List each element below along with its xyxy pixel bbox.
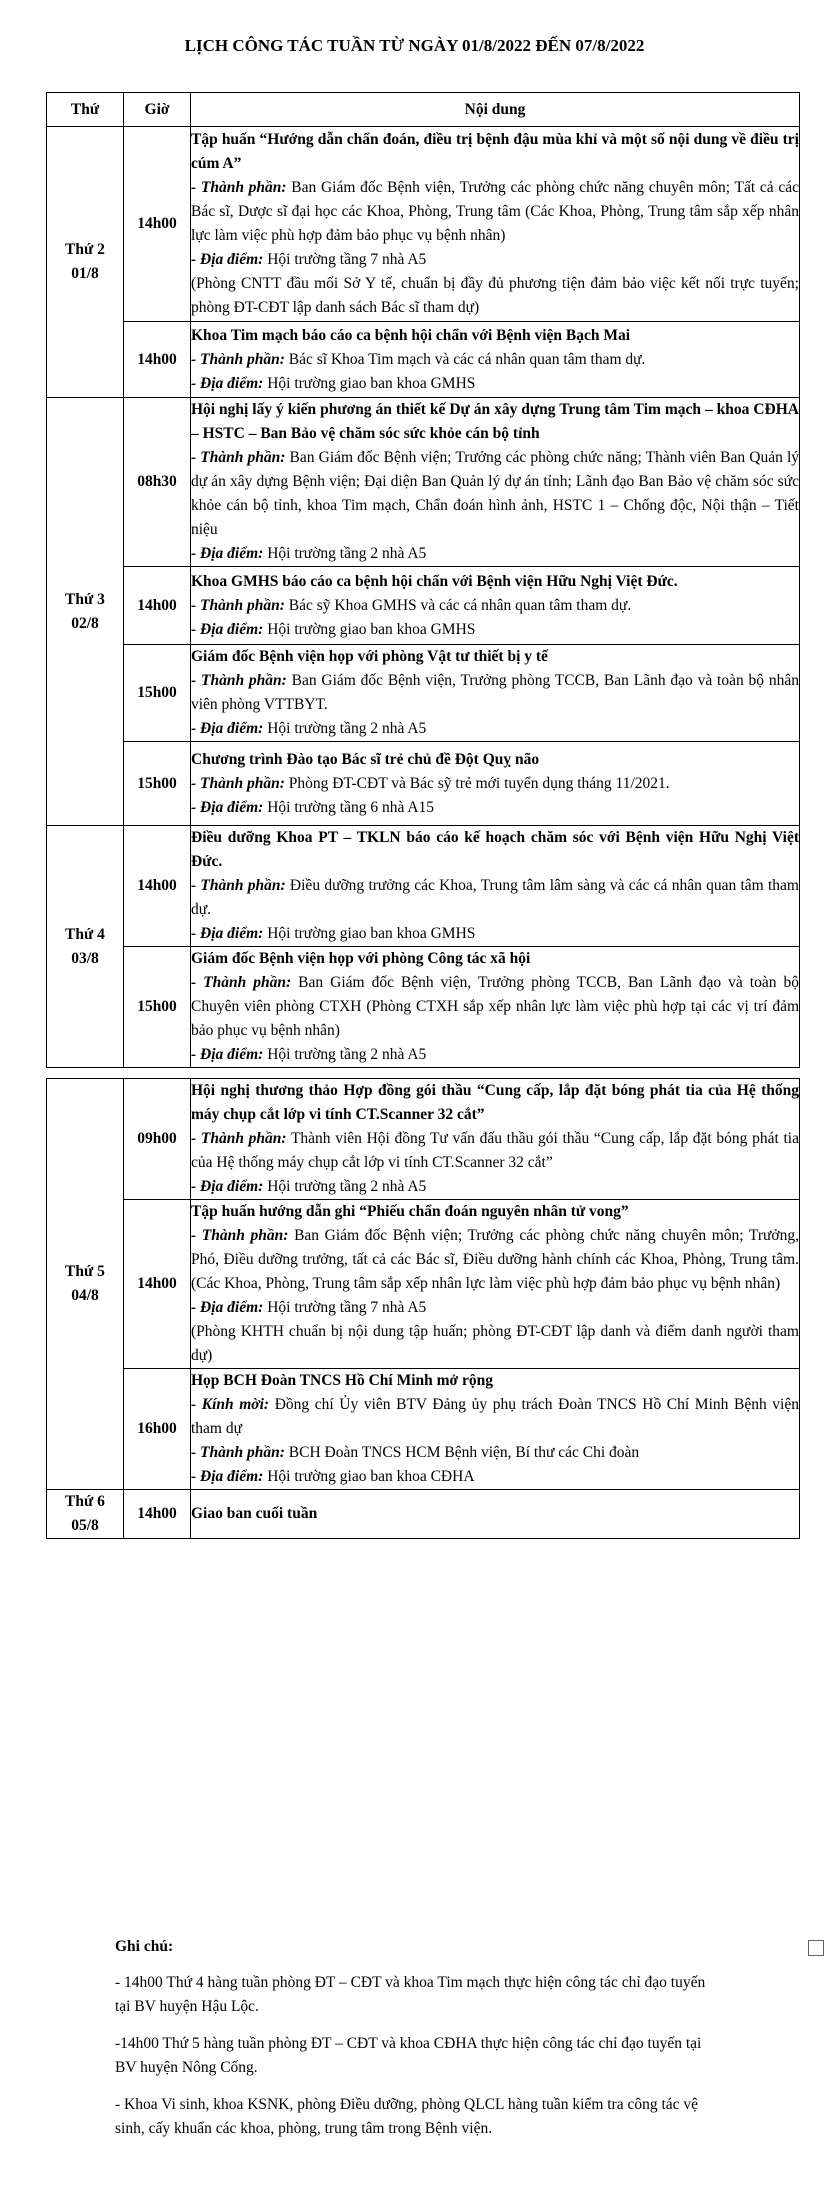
event-line [191,272,799,320]
day-name: Thứ 3 [65,590,105,608]
event-line [191,176,799,248]
header-row [47,93,800,127]
header-time: Giờ [124,93,191,127]
event-line-label: - Địa điểm: [191,798,264,816]
day-cell [47,826,124,1068]
day-name: Thứ 5 [65,1263,105,1280]
event-line-label: - Thành phần: [191,877,286,894]
page-title: LỊCH CÔNG TÁC TUẦN TỪ NGÀY 01/8/2022 ĐẾN 07/8/2022 [184,36,645,55]
table-row [47,947,800,1068]
event-line [191,922,799,946]
event-line-text: Bác sĩ Khoa Tim mạch và các cá nhân quan tâm tham dự. [284,350,646,368]
event-title: Chương trình Đào tạo Bác sĩ trẻ chủ đề Đột Quỵ não [191,750,540,768]
event-line-label: - Thành phần: [191,1130,287,1147]
event-content [191,1079,800,1200]
event-title: Hội nghị lấy ý kiến phương án thiết kế Dự án xây dựng Trung tâm Tim mạch – khoa CĐHA – HSTC – Ban Bảo vệ chăm sóc sức khỏe cán bộ tỉnh [191,401,799,442]
event-line [191,1393,799,1441]
event-line-text: Ban Giám đốc Bệnh viện, Trưởng phòng TCCB, Ban Lãnh đạo và toàn bộ Chuyên viên phòng CTXH (Phòng CTXH sắp xếp nhân lực làm việc phù hợp tại các vị trí đảm bảo phục vụ bệnh nhân) [191,974,799,1039]
day-cell [47,398,124,826]
day-date: 05/8 [71,1517,99,1534]
table-row [47,127,800,322]
event-content [191,1369,800,1490]
notes-section [115,1935,715,2154]
event-line [191,542,799,566]
event-line-label: - Thành phần: [191,1444,285,1461]
note-item: -14h00 Thứ 5 hàng tuần phòng ĐT – CĐT và khoa CĐHA thực hiện công tác chỉ đạo tuyến tại BV huyện Nông Cống. [115,2035,702,2076]
event-line-text: Hội trường tầng 7 nhà A5 [263,251,427,268]
event-line-label: - Thành phần: [191,449,286,466]
time-cell: 08h30 [124,398,191,567]
event-line-text: Thành viên Hội đồng Tư vấn đấu thầu gói thầu “Cung cấp, lắp đặt bóng phát tia của Hệ thống máy chụp cắt lớp vi tính CT.Scanner 32 cắt” [191,1130,799,1171]
event-line-label: - Địa điểm: [191,720,264,737]
time-cell: 14h00 [124,127,191,322]
event-line-text: Hội trường tầng 7 nhà A5 [263,1299,427,1316]
note-item: - 14h00 Thứ 4 hàng tuần phòng ĐT – CĐT và khoa Tim mạch thực hiện công tác chỉ đạo tuyến tại BV huyện Hậu Lộc. [115,1974,706,2015]
event-line [191,796,799,820]
event-title: Hội nghị thương thảo Hợp đồng gói thầu “Cung cấp, lắp đặt bóng phát tia của Hệ thống máy chụp cắt lớp vi tính CT.Scanner 32 cắt” [191,1082,799,1123]
event-line-label: - Địa điểm: [191,1468,264,1485]
event-line [191,1320,799,1368]
event-line [191,772,799,796]
event-content [191,645,800,742]
table-row [47,826,800,947]
event-line-label: - Kính mời: [191,1396,270,1413]
event-line [191,874,799,922]
event-line-text: Hội trường giao ban khoa GMHS [263,374,476,392]
day-cell [47,1079,124,1490]
event-line-text: Ban Giám đốc Bệnh viện; Trưởng các phòng chức năng chuyên môn; Trưởng, Phó, Điều dưỡng trưởng, tất cả các Bác sĩ, Điều dưỡng hành chính các Khoa, Phòng, Trung tâm. (Các Khoa, Phòng, Trung tâm sắp xếp nhân lực làm việc phù hợp đảm bảo phục vụ bệnh nhân) [191,1227,799,1292]
event-line-label: - Thành phần: [191,1227,289,1244]
event-line-label: - Thành phần: [191,774,285,792]
time-cell: 14h00 [124,826,191,947]
event-line-text: Đồng chí Ủy viên BTV Đảng ủy phụ trách Đoàn TNCS Hồ Chí Minh Bệnh viện tham dự [191,1396,799,1437]
event-line [191,717,799,741]
event-line-text: Ban Giám đốc Bệnh viện; Trưởng các phòng chức năng; Thành viên Ban Quản lý dự án xây dựng Bệnh viện; Đại diện Ban Quản lý dự án tỉnh; Lãnh đạo Ban Bảo vệ chăm sóc sức khỏe cán bộ tỉnh, khoa Tim mạch, Chẩn đoán hình ảnh, HSTC 1 – Chống độc, Nội thận – Tiết niệu [191,449,800,538]
time-cell: 14h00 [124,322,191,398]
day-date: 01/8 [71,265,99,282]
event-title: Tập huấn “Hướng dẫn chẩn đoán, điều trị bệnh đậu mùa khỉ và một số nội dung về điều trị cúm A” [191,131,799,172]
event-line-label: - Thành phần: [191,179,287,196]
event-content [191,742,800,826]
day-name: Thứ 2 [65,241,105,258]
event-line-text: Phòng ĐT-CĐT và Bác sỹ trẻ mới tuyển dụng tháng 11/2021. [284,774,670,792]
event-title: Giao ban cuối tuần [191,1505,318,1522]
event-content [191,322,800,398]
time-cell: 16h00 [124,1369,191,1490]
event-line-text: Hội trường tầng 6 nhà A15 [263,798,435,816]
event-line-text: Bác sỹ Khoa GMHS và các cá nhân quan tâm tham dự. [284,596,632,614]
event-line [191,248,799,272]
time-cell: 14h00 [124,1200,191,1369]
event-line-text: Hội trường tầng 2 nhà A5 [263,1046,427,1063]
section-gap [47,1068,800,1079]
table-row [47,398,800,567]
event-line-label: - Địa điểm: [191,374,264,392]
event-title: Họp BCH Đoàn TNCS Hồ Chí Minh mở rộng [191,1372,493,1389]
event-line [191,348,799,372]
day-name: Thứ 4 [65,925,105,943]
event-line [191,372,799,396]
header-day: Thứ [47,93,124,127]
event-line-label: - Thành phần: [191,974,292,991]
time-cell: 14h00 [124,567,191,645]
time-cell: 15h00 [124,742,191,826]
header-content: Nội dung [191,93,800,127]
event-line [191,669,799,717]
event-line-label: - Địa điểm: [191,925,264,942]
event-line [191,618,799,642]
event-line-text: Ban Giám đốc Bệnh viện, Trưởng các phòng chức năng chuyên môn; Tất cả các Bác sĩ, Dược sĩ đại học các Khoa, Phòng, Trung tâm (Các Khoa, Phòng, Trung tâm sắp xếp nhân lực làm việc phù hợp đảm bảo phục vụ bệnh nhân) [191,179,799,244]
event-title: Giám đốc Bệnh viện họp với phòng Công tác xã hội [191,950,531,967]
event-content [191,1200,800,1369]
event-content [191,947,800,1068]
day-date: 02/8 [71,614,99,632]
event-content [191,826,800,947]
event-line [191,446,799,542]
event-line-label: - Địa điểm: [191,1046,264,1063]
event-content [191,398,800,567]
table-row [47,322,800,398]
time-cell: 15h00 [124,645,191,742]
event-title: Khoa Tim mạch báo cáo ca bệnh hội chẩn với Bệnh viện Bạch Mai [191,326,631,344]
table-row [47,1200,800,1369]
event-line-label: - Thành phần: [191,596,285,614]
table-row [47,645,800,742]
table-row [47,1079,800,1200]
event-line-text: Hội trường tầng 2 nhà A5 [263,545,427,562]
table-row [47,742,800,826]
event-line-text: Hội trường giao ban khoa CĐHA [263,1468,475,1485]
event-line-text: Ban Giám đốc Bệnh viện, Trưởng phòng TCCB, Ban Lãnh đạo và toàn bộ nhân viên phòng VTTBYT. [191,672,799,713]
event-line [191,1127,799,1175]
event-line [191,1224,799,1296]
event-line [191,1465,799,1489]
event-line-label: - Địa điểm: [191,620,264,638]
time-cell: 09h00 [124,1079,191,1200]
event-line-text: BCH Đoàn TNCS HCM Bệnh viện, Bí thư các Chi đoàn [284,1444,640,1461]
event-line-text: Điều dưỡng trưởng các Khoa, Trung tâm lâm sàng và các cá nhân quan tâm tham dự. [191,877,799,918]
day-cell [47,127,124,398]
time-cell: 15h00 [124,947,191,1068]
event-line-label: - Địa điểm: [191,545,264,562]
table-row [47,1490,800,1539]
schedule-body [47,127,800,1539]
event-line-text: Hội trường tầng 2 nhà A5 [263,720,427,737]
checkbox-marker [808,1940,824,1956]
event-line [191,971,799,1043]
table-row [47,1369,800,1490]
event-title: Khoa GMHS báo cáo ca bệnh hội chẩn với Bệnh viện Hữu Nghị Việt Đức. [191,572,678,590]
event-line-label: - Thành phần: [191,350,285,368]
event-line-label: - Thành phần: [191,672,287,689]
event-line-text: (Phòng KHTH chuẩn bị nội dung tập huấn; phòng ĐT-CĐT lập danh và điểm danh người tham dự) [191,1323,799,1364]
event-line [191,1296,799,1320]
event-line-text: (Phòng CNTT đầu mối Sở Y tế, chuẩn bị đầy đủ phương tiện đảm bảo việc kết nối trực tuyến; phòng ĐT-CĐT lập danh sách Bác sĩ tham dự) [191,275,799,316]
event-line-label: - Địa điểm: [191,1178,264,1195]
notes-title: Ghi chú: [115,1938,174,1955]
day-name: Thứ 6 [65,1493,105,1510]
day-cell [47,1490,124,1539]
table-row [47,567,800,645]
event-content [191,567,800,645]
event-line-text: Hội trường giao ban khoa GMHS [263,620,476,638]
event-line-text: Hội trường tầng 2 nhà A5 [263,1178,427,1195]
event-content [191,1490,800,1539]
event-content [191,127,800,322]
schedule-table [46,92,800,1539]
event-line [191,1175,799,1199]
event-line-label: - Địa điểm: [191,251,264,268]
note-item: - Khoa Vi sinh, khoa KSNK, phòng Điều dưỡng, phòng QLCL hàng tuần kiểm tra công tác vệ sinh, cấy khuẩn các khoa, phòng, trung tâm trong Bệnh viện. [115,2096,699,2137]
event-title: Điều dưỡng Khoa PT – TKLN báo cáo kế hoạch chăm sóc với Bệnh viện Hữu Nghị Việt Đức. [191,829,799,870]
event-line [191,594,799,618]
day-date: 04/8 [71,1287,99,1304]
event-title: Giám đốc Bệnh viện họp với phòng Vật tư thiết bị y tế [191,648,548,665]
event-title: Tập huấn hướng dẫn ghi “Phiếu chẩn đoán nguyên nhân tử vong” [191,1203,629,1220]
time-cell: 14h00 [124,1490,191,1539]
event-line [191,1043,799,1067]
event-line-text: Hội trường giao ban khoa GMHS [263,925,476,942]
event-line [191,1441,799,1465]
day-date: 03/8 [71,949,99,967]
event-line-label: - Địa điểm: [191,1299,264,1316]
